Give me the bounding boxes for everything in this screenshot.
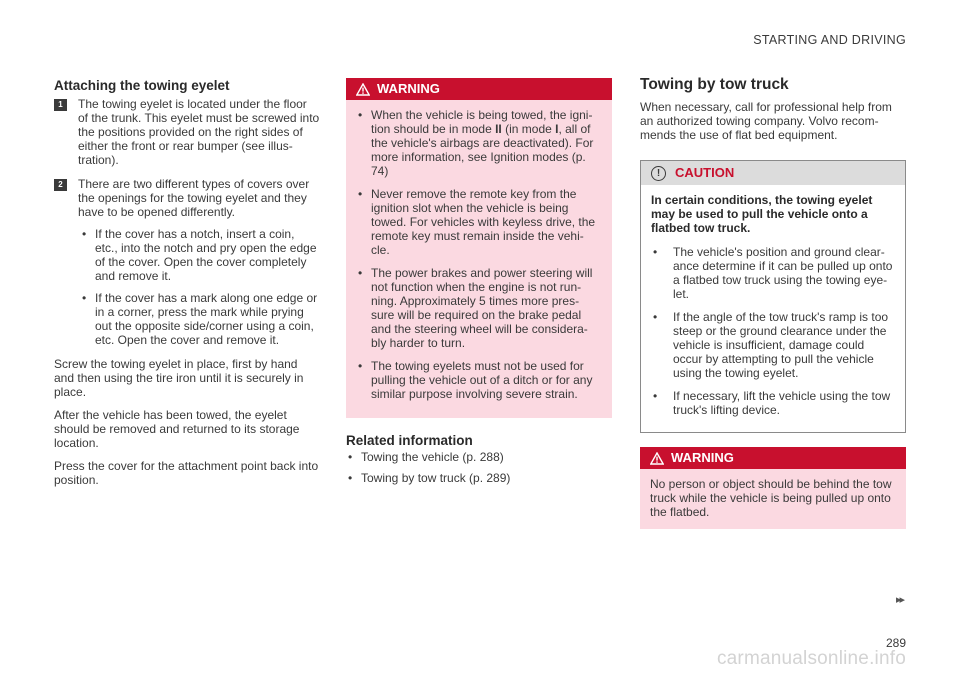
column-warning-related: [346, 78, 612, 492]
running-header: STARTING AND DRIVING: [753, 33, 906, 47]
list-item-text: If the angle of the tow truck's ramp is too steep or the ground clearance under the vehicle is insufficient, damage could occur by attempting to pull the vehicle using the towing eyelet.: [673, 310, 889, 380]
step-1: [54, 97, 320, 167]
ignition-mode-ii: II: [495, 122, 502, 136]
caution-label: CAUTION: [675, 165, 735, 180]
list-item: [356, 359, 602, 401]
bullet-icon: •: [358, 359, 363, 373]
bullet-icon: •: [653, 310, 658, 324]
paragraph: After the vehicle has been towed, the eyelet should be removed and returned to its storage location.: [54, 408, 300, 450]
intro-paragraph: When necessary, call for professional help from an authorized towing company. Volvo recom-mends the use of flat bed equipment.: [640, 100, 892, 142]
section-title-attaching: Attaching the towing eyelet: [54, 78, 230, 93]
paragraph: Screw the towing eyelet in place, first by hand and then using the tire iron until it is securely in place.: [54, 357, 304, 399]
bullet-icon: •: [653, 389, 658, 403]
caution-header: [641, 161, 905, 185]
bullet-icon: •: [348, 471, 353, 485]
list-item: [80, 291, 320, 347]
warning-list: [356, 108, 602, 401]
caution-body: [641, 185, 905, 432]
warning-box: [346, 78, 612, 418]
warning-label: WARNING: [377, 81, 440, 96]
related-link-text[interactable]: Towing the vehicle (p. 288): [361, 450, 504, 464]
column-tow-truck: [640, 76, 906, 545]
list-item: [356, 108, 602, 178]
warning-text-part: When the vehicle is being towed, the igni-tion should be in mode: [371, 108, 593, 136]
list-item: [80, 227, 320, 283]
list-item-text: Never remove the remote key from the ignition slot when the vehicle is being towed. For vehicles with keyless drive, the remote key must remain inside the vehi-cle.: [371, 187, 596, 257]
next-page-arrows-icon[interactable]: ▸▸: [895, 594, 903, 606]
warning-header: [346, 78, 612, 100]
step-1-text: The towing eyelet is located under the floor of the trunk. This eyelet must be screwed into the positions provided on the right sides of either the front or rear bumper (see illus-tration).: [78, 97, 320, 167]
related-information: [346, 434, 612, 485]
bullet-icon: •: [358, 187, 363, 201]
warning-triangle-icon: [650, 452, 664, 465]
step-2: [54, 177, 320, 347]
warning-label: WARNING: [671, 450, 734, 465]
warning-box-flatbed: [640, 447, 906, 529]
list-item: [651, 310, 895, 380]
bullet-icon: •: [348, 450, 353, 464]
warning-body: [346, 100, 612, 418]
warning-text-part: (in mode: [501, 122, 556, 136]
list-item-text: If necessary, lift the vehicle using the tow truck's lifting device.: [673, 389, 891, 417]
list-item: [651, 245, 895, 301]
watermark: carmanualsonline.info: [716, 648, 906, 669]
step-1-badge: 1: [54, 99, 67, 111]
column-attaching-eyelet: [54, 78, 320, 496]
list-item-text: If the cover has a notch, insert a coin, etc., into the notch and pry open the edge of the cover. Open the cover completely and remove it.: [95, 227, 317, 283]
warning-triangle-icon: [356, 83, 370, 96]
related-link[interactable]: [346, 471, 612, 485]
list-item-text: The vehicle's position and ground clear-ance determine if it can be pulled up onto a flatbed tow truck using the towing eye-let.: [673, 245, 893, 301]
warning-header: [640, 447, 906, 469]
caution-lead: In certain conditions, the towing eyelet may be used to pull the vehicle onto a flatbed tow truck.: [651, 193, 873, 235]
bullet-icon: •: [82, 227, 87, 241]
list-item-text: The power brakes and power steering will not function when the engine is not run-ning. Approximately 5 times more pres-sure will be required on the brake pedal and the steering wheel will be considera-bly harder to turn.: [371, 266, 593, 350]
related-link-text[interactable]: Towing by tow truck (p. 289): [361, 471, 511, 485]
bullet-icon: •: [358, 108, 363, 122]
caution-list: [651, 245, 895, 417]
list-item: [356, 187, 602, 257]
ignition-mode-i: I: [555, 122, 559, 136]
caution-circle-icon: !: [651, 166, 666, 181]
step-2-text: There are two different types of covers over the openings for the towing eyelet and they have to be opened differently.: [78, 177, 310, 219]
page-number: 289: [885, 636, 906, 650]
step-2-badge: 2: [54, 179, 67, 191]
paragraph: Press the cover for the attachment point back into position.: [54, 459, 319, 487]
warning-text: No person or object should be behind the tow truck while the vehicle is being pulled up onto the flatbed.: [650, 477, 892, 519]
related-title: Related information: [346, 433, 473, 448]
related-link[interactable]: [346, 450, 612, 464]
warning-text-part: , all of the vehicle's airbags are deactivated). For more information, see Ignition modes (p. 74): [371, 122, 594, 178]
bullet-icon: •: [82, 291, 87, 305]
related-list: [346, 450, 612, 485]
step-2-bullets: [78, 227, 320, 347]
list-item: [356, 266, 602, 350]
bullet-icon: •: [653, 245, 658, 259]
section-title-tow-truck: Towing by tow truck: [640, 76, 789, 93]
list-item-text: The towing eyelets must not be used for pulling the vehicle out of a ditch or for any similar purpose involving severe strain.: [371, 359, 593, 401]
caution-box: [640, 160, 906, 433]
warning-body: [640, 469, 906, 529]
list-item: [651, 389, 895, 417]
bullet-icon: •: [358, 266, 363, 280]
list-item-text: If the cover has a mark along one edge or in a corner, press the mark while prying out the opposite side/corner using a coin, etc. Open the cover and remove it.: [95, 291, 318, 347]
